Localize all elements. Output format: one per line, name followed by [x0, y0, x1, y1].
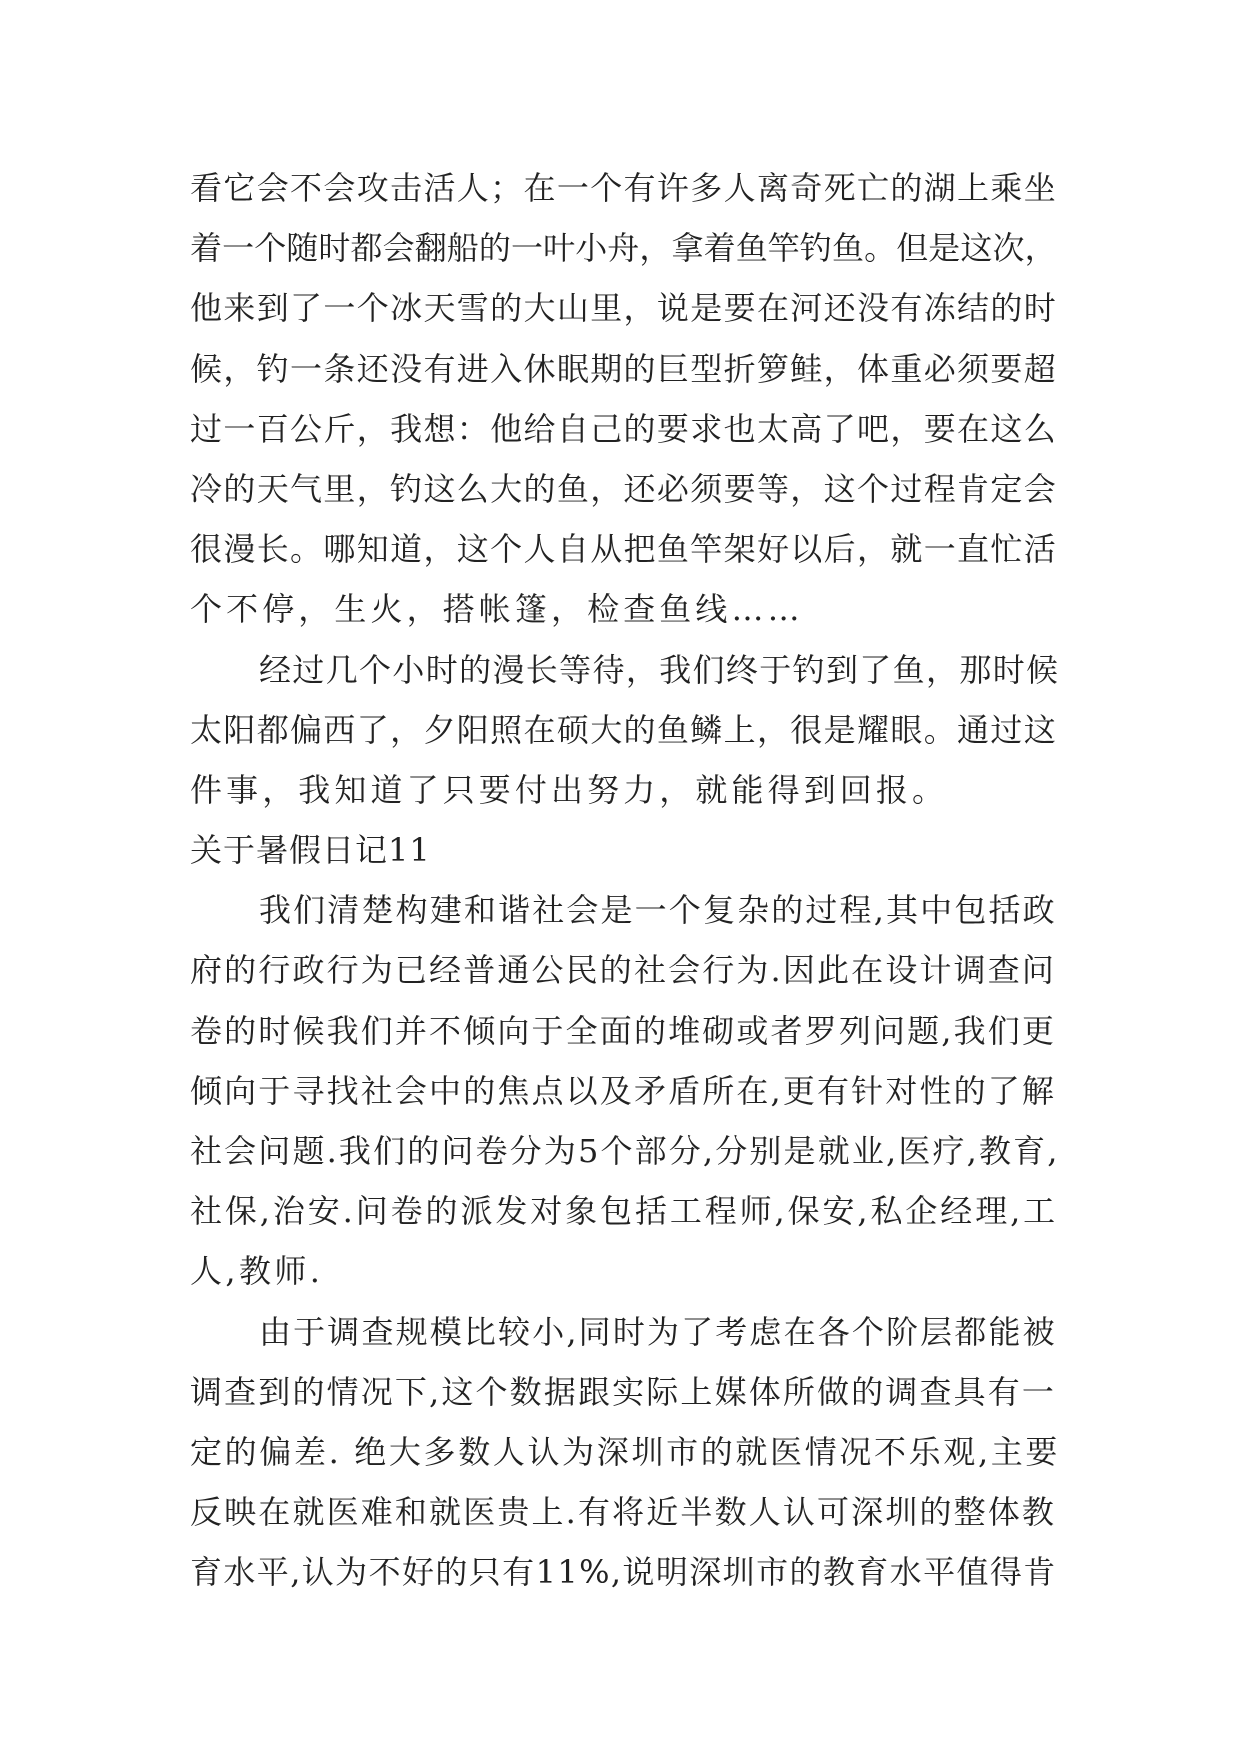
paragraph-first-line: 由于调查规模比较小,同时为了考虑在各个阶层都能被 [259, 1312, 1057, 1351]
text-line: 倾向于寻找社会中的焦点以及矛盾所在,更有针对性的了解 [190, 1071, 1057, 1110]
paragraph-first-line: 我们清楚构建和谐社会是一个复杂的过程,其中包括政 [259, 891, 1057, 930]
text-line: 个不停，生火，搭帐篷，检查鱼线…… [190, 590, 804, 629]
text-line: 卷的时候我们并不倾向于全面的堆砌或者罗列问题,我们更 [190, 1011, 1057, 1050]
text-line: 很漫长。哪知道，这个人自从把鱼竿架好以后，就一直忙活 [190, 530, 1058, 569]
section-heading: 关于暑假日记11 [190, 831, 431, 870]
text-line: 反映在就医难和就医贵上.有将近半数人认可深圳的整体教 [190, 1493, 1057, 1532]
text-line: 定的偏差. 绝大多数人认为深圳市的就医情况不乐观,主要 [190, 1432, 1061, 1471]
text-line: 府的行政行为已经普通公民的社会行为.因此在设计调查问 [190, 951, 1057, 990]
text-line: 调查到的情况下,这个数据跟实际上媒体所做的调查具有一 [190, 1372, 1057, 1411]
text-line: 着一个随时都会翻船的一叶小舟，拿着鱼竿钓鱼。但是这次， [190, 229, 1057, 268]
text-line: 社保,治安.问卷的派发对象包括工程师,保安,私企经理,工 [190, 1192, 1059, 1231]
paragraph-first-line: 经过几个小时的漫长等待，我们终于钓到了鱼，那时候 [259, 650, 1060, 689]
text-line: 看它会不会攻击活人；在一个有许多人离奇死亡的湖上乘坐 [190, 169, 1058, 207]
text-line: 太阳都偏西了，夕阳照在硕大的鱼鳞上，很是耀眼。通过这 [190, 710, 1058, 749]
text-line: 人,教师. [190, 1252, 324, 1291]
text-line: 件事，我知道了只要付出努力，就能得到回报。 [190, 770, 949, 809]
text-line: 育水平,认为不好的只有11%,说明深圳市的教育水平值得肯 [190, 1553, 1057, 1592]
text-line: 候，钓一条还没有进入休眠期的巨型折箩鲑，体重必须要超 [190, 349, 1058, 388]
text-line: 社会问题.我们的问卷分为5个部分,分别是就业,医疗,教育, [190, 1132, 1060, 1170]
text-line: 他来到了一个冰天雪的大山里，说是要在河还没有冻结的时 [190, 289, 1058, 328]
text-line: 过一百公斤，我想：他给自己的要求也太高了吧，要在这么 [190, 409, 1058, 448]
document-body [190, 158, 1060, 1603]
text-line: 冷的天气里，钓这么大的鱼，还必须要等，这个过程肯定会 [190, 469, 1058, 508]
